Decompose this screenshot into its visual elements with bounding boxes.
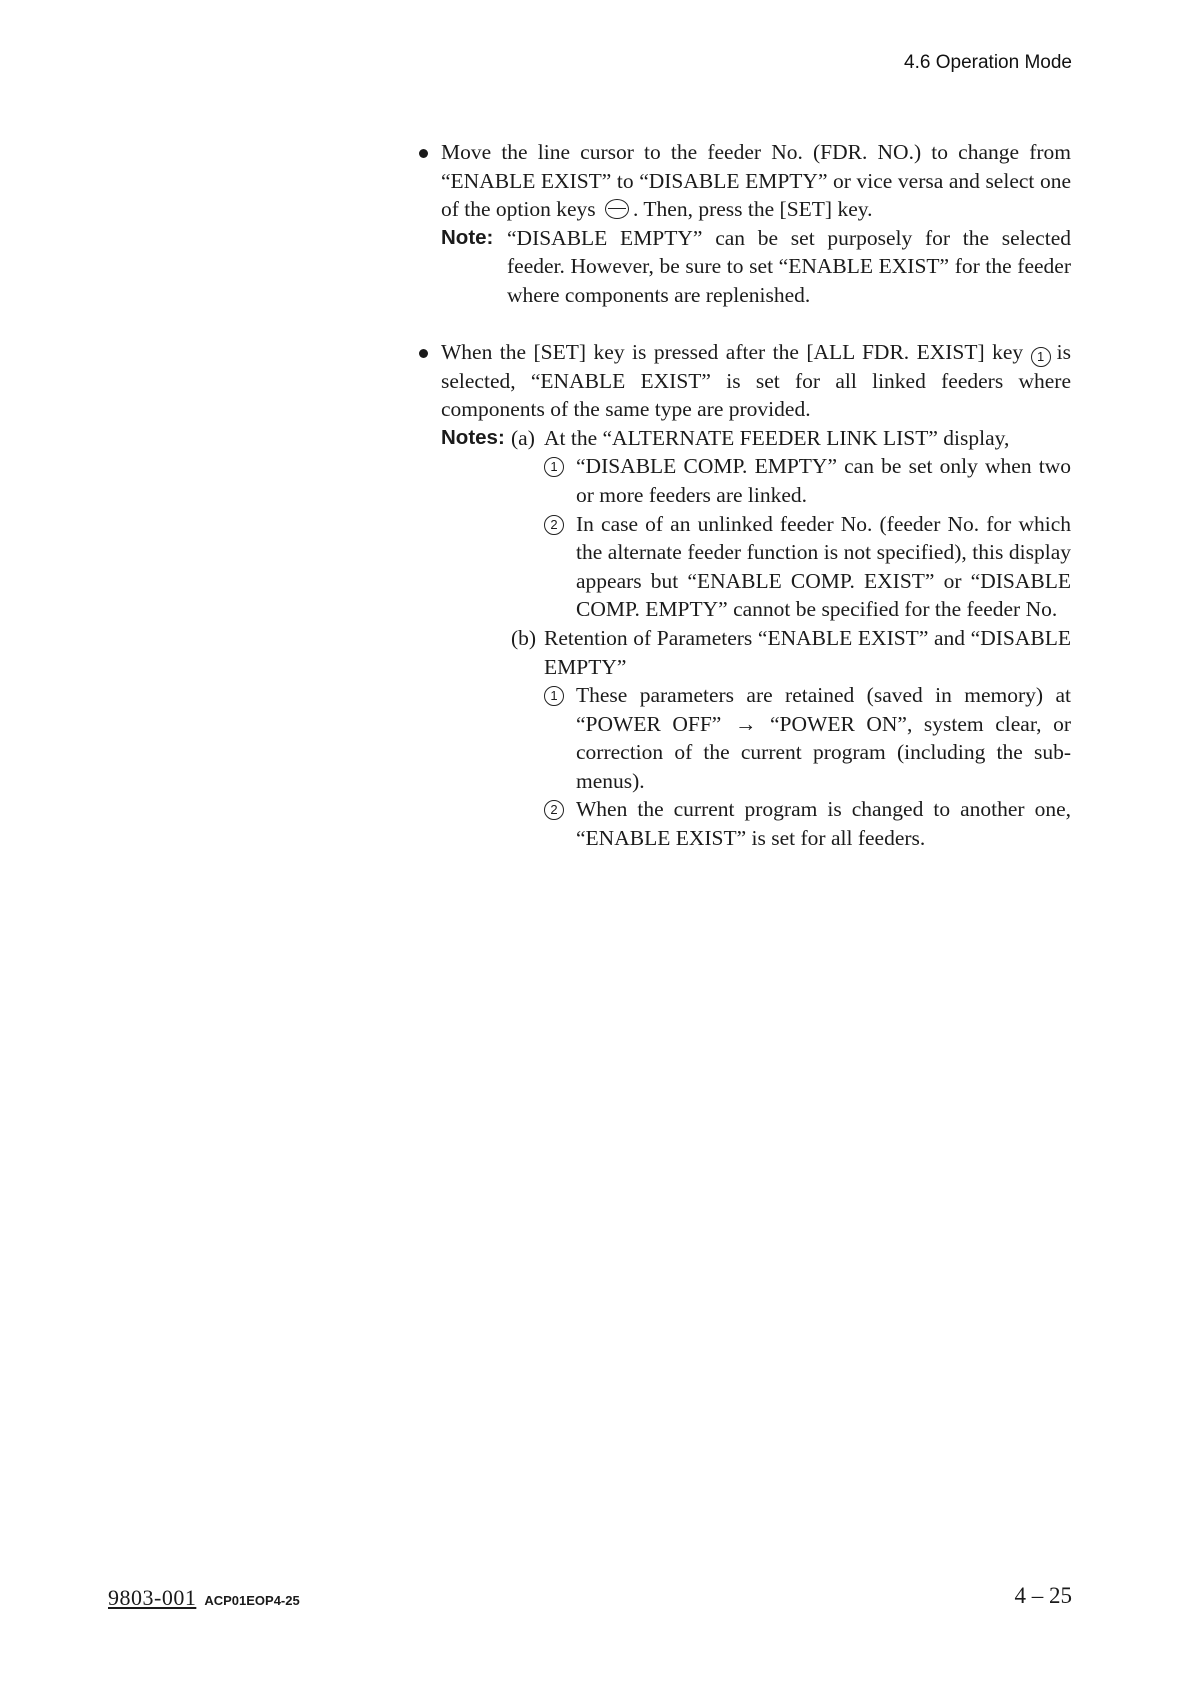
note-a-items — [544, 452, 1071, 624]
paragraph-1-text: Move the line cursor to the feeder No. (FDR. NO.) to change from “ENABLE EXIST” to “DISABLE EMPTY” or vice versa and select one of the option keys . Then, press the [SET] key. — [441, 140, 1071, 222]
bullet-icon — [419, 149, 428, 158]
key-1-symbol: 1 — [1031, 347, 1051, 367]
notes-label: Notes: — [441, 425, 505, 449]
note-b — [511, 624, 1071, 681]
bullet-paragraph-2 — [441, 338, 1071, 853]
page-number: 4 – 25 — [1014, 1583, 1072, 1608]
section-header: 4.6 Operation Mode — [904, 52, 1072, 73]
doc-id: 9803-001 — [108, 1585, 197, 1610]
note-a-text: At the “ALTERNATE FEEDER LINK LIST” display, — [544, 425, 1010, 450]
page-body — [441, 138, 1071, 853]
note-a-marker: (a) — [511, 425, 535, 450]
bullet-icon — [419, 349, 428, 358]
note-label: Note: — [441, 225, 494, 249]
paragraph-2-text: When the [SET] key is pressed after the [ALL FDR. EXIST] key 1 is selected, “ENABLE EXIST” is set for all linked feeders where components of the same type are provided. — [441, 339, 1071, 422]
note-a-item-2: 2 In case of an unlinked feeder No. (feeder No. for which the alternate feeder function is not specified), this display appears but “ENABLE COMP. EXIST” or “DISABLE COMP. EMPTY” cannot be specified for the feeder No. — [544, 510, 1071, 624]
bullet-paragraph-1 — [441, 138, 1071, 310]
notes-block — [441, 424, 1071, 453]
note-b-text: Retention of Parameters “ENABLE EXIST” and “DISABLE EMPTY” — [544, 625, 1071, 679]
note-b-items — [544, 681, 1071, 853]
circled-number-icon: 2 — [544, 515, 564, 535]
circled-number-icon: 1 — [544, 686, 564, 706]
doc-code: ACP01EOP4-25 — [204, 1593, 300, 1608]
circled-number-icon: 2 — [544, 800, 564, 820]
note-a-item-1: 1 “DISABLE COMP. EMPTY” can be set only when two or more feeders are linked. — [544, 452, 1071, 509]
note-b-item-1: 1 These parameters are retained (saved in memory) at “POWER OFF” → “POWER ON”, system clear, or correction of the current program (including the sub-menus). — [544, 681, 1071, 795]
theta-key-icon — [605, 199, 629, 219]
note-a — [511, 424, 1071, 453]
arrow-icon: → — [734, 711, 757, 736]
note-text: “DISABLE EMPTY” can be set purposely for the selected feeder. However, be sure to set “ENABLE EXIST” for the feeder where components are replenished. — [507, 225, 1071, 307]
note-block — [441, 224, 1071, 310]
circled-number-icon: 1 — [544, 457, 564, 477]
note-b-marker: (b) — [511, 625, 537, 650]
footer-doc-info — [108, 1585, 300, 1611]
note-b-item-2: 2 When the current program is changed to another one, “ENABLE EXIST” is set for all feeders. — [544, 795, 1071, 852]
